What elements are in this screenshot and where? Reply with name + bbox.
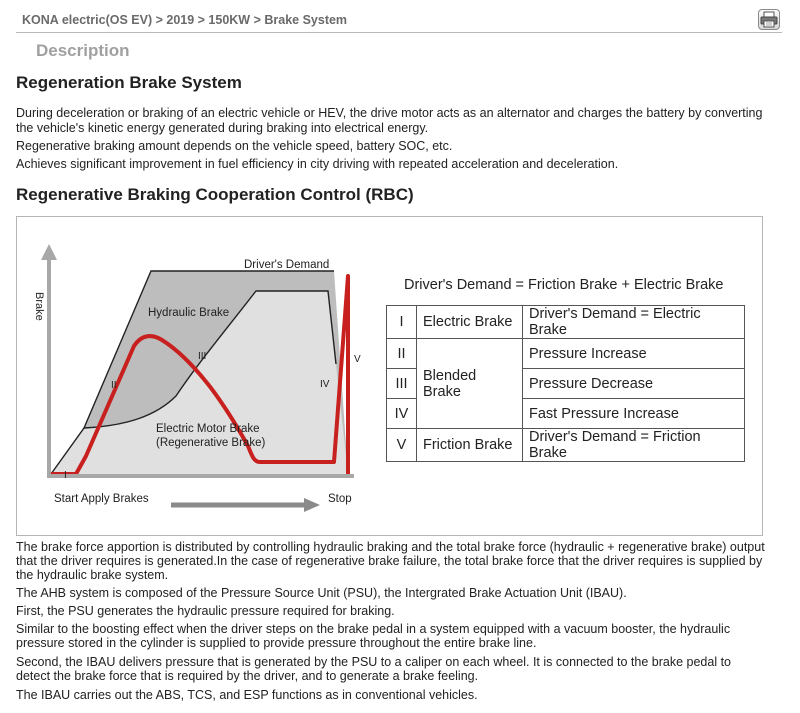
drivers-demand-label: Driver's Demand xyxy=(244,259,330,271)
y-axis-label: Brake xyxy=(33,292,45,321)
paragraph-line: detect the brake force that is required by the driver, and to generate a brake feeling. xyxy=(16,669,479,683)
table-row xyxy=(387,339,745,369)
phase-cell: V xyxy=(387,429,417,462)
phase-label-v: V xyxy=(354,354,361,365)
stop-label: Stop xyxy=(328,493,352,505)
paragraph-line: The IBAU carries out the ABS, TCS, and ESP functions as in conventional vehicles. xyxy=(16,688,478,702)
time-arrow-head xyxy=(304,498,320,512)
start-label: Start Apply Brakes xyxy=(54,493,149,505)
printer-icon xyxy=(759,10,779,29)
paragraph-line: pressure stored in the cylinder is supplied to provide pressure throughout the entire brake line. xyxy=(16,636,537,650)
paragraph-line: Achieves significant improvement in fuel efficiency in city driving with repeated acceleration and deceleration. xyxy=(16,157,619,171)
paragraph-line: During deceleration or braking of an electric vehicle or HEV, the drive motor acts as an alternator and charges the battery by converting xyxy=(16,106,763,120)
paragraph-line: Similar to the boosting effect when the driver steps on the brake pedal in a system equipped with a vacuum booster, the hydraulic xyxy=(16,622,731,636)
phase-cell: II xyxy=(387,339,417,369)
header-divider xyxy=(16,32,782,33)
phase-label-i: I xyxy=(64,470,67,481)
description-title: Description xyxy=(36,41,130,60)
motor-brake-label: Electric Motor Brake xyxy=(156,423,260,435)
mode-cell: Electric Brake xyxy=(417,306,523,339)
paragraph-line: Regenerative braking amount depends on the vehicle speed, battery SOC, etc. xyxy=(16,139,453,153)
paragraph-line: the vehicle's kinetic energy generated during braking into electrical energy. xyxy=(16,121,429,135)
paragraph-line: The AHB system is composed of the Pressure Source Unit (PSU), the Intergrated Brake Actuation Unit (IBAU). xyxy=(16,586,627,600)
mode-cell: Blended Brake xyxy=(417,339,523,429)
phase-label-iii: III xyxy=(198,351,207,362)
rbc-phase-table xyxy=(386,305,745,462)
print-button[interactable] xyxy=(758,9,780,30)
regenerative-brake-label: (Regenerative Brake) xyxy=(156,437,266,449)
paragraph-line: Second, the IBAU delivers pressure that is generated by the PSU to a caliper on each wheel. It is connected to the brake pedal to xyxy=(16,655,732,669)
action-cell: Fast Pressure Increase xyxy=(523,399,745,429)
phase-cell: III xyxy=(387,369,417,399)
y-axis-arrow xyxy=(41,244,57,260)
paragraph-line: The brake force apportion is distributed by controlling hydraulic braking and the total brake force (hydraulic + regenerative brake) output xyxy=(16,540,765,554)
action-cell: Pressure Increase xyxy=(523,339,745,369)
action-cell: Pressure Decrease xyxy=(523,369,745,399)
hydraulic-brake-label: Hydraulic Brake xyxy=(148,307,230,319)
mode-cell: Friction Brake xyxy=(417,429,523,462)
paragraph-line: the hydraulic brake system. xyxy=(16,568,169,582)
phase-cell: I xyxy=(387,306,417,339)
action-cell: Driver's Demand = Electric Brake xyxy=(523,306,745,339)
action-cell: Driver's Demand = Friction Brake xyxy=(523,429,745,462)
formula: Driver's Demand = Friction Brake + Electric Brake xyxy=(404,277,724,293)
paragraph-line: that the driver requires is generated.In the case of regenerative brake failure, the total brake force that the driver requires is supplied by xyxy=(16,554,763,568)
phase-label-ii: II xyxy=(111,380,117,391)
section-heading-regeneration: Regeneration Brake System xyxy=(16,73,242,92)
section-heading-rbc: Regenerative Braking Cooperation Control (RBC) xyxy=(16,185,414,204)
braking-diagram xyxy=(16,216,396,536)
phase-cell: IV xyxy=(387,399,417,429)
breadcrumb[interactable]: KONA electric(OS EV) > 2019 > 150KW > Brake System xyxy=(22,13,348,27)
paragraph-line: First, the PSU generates the hydraulic pressure required for braking. xyxy=(16,604,395,618)
table-row xyxy=(387,429,745,462)
phase-label-iv: IV xyxy=(320,379,330,390)
table-row xyxy=(387,306,745,339)
